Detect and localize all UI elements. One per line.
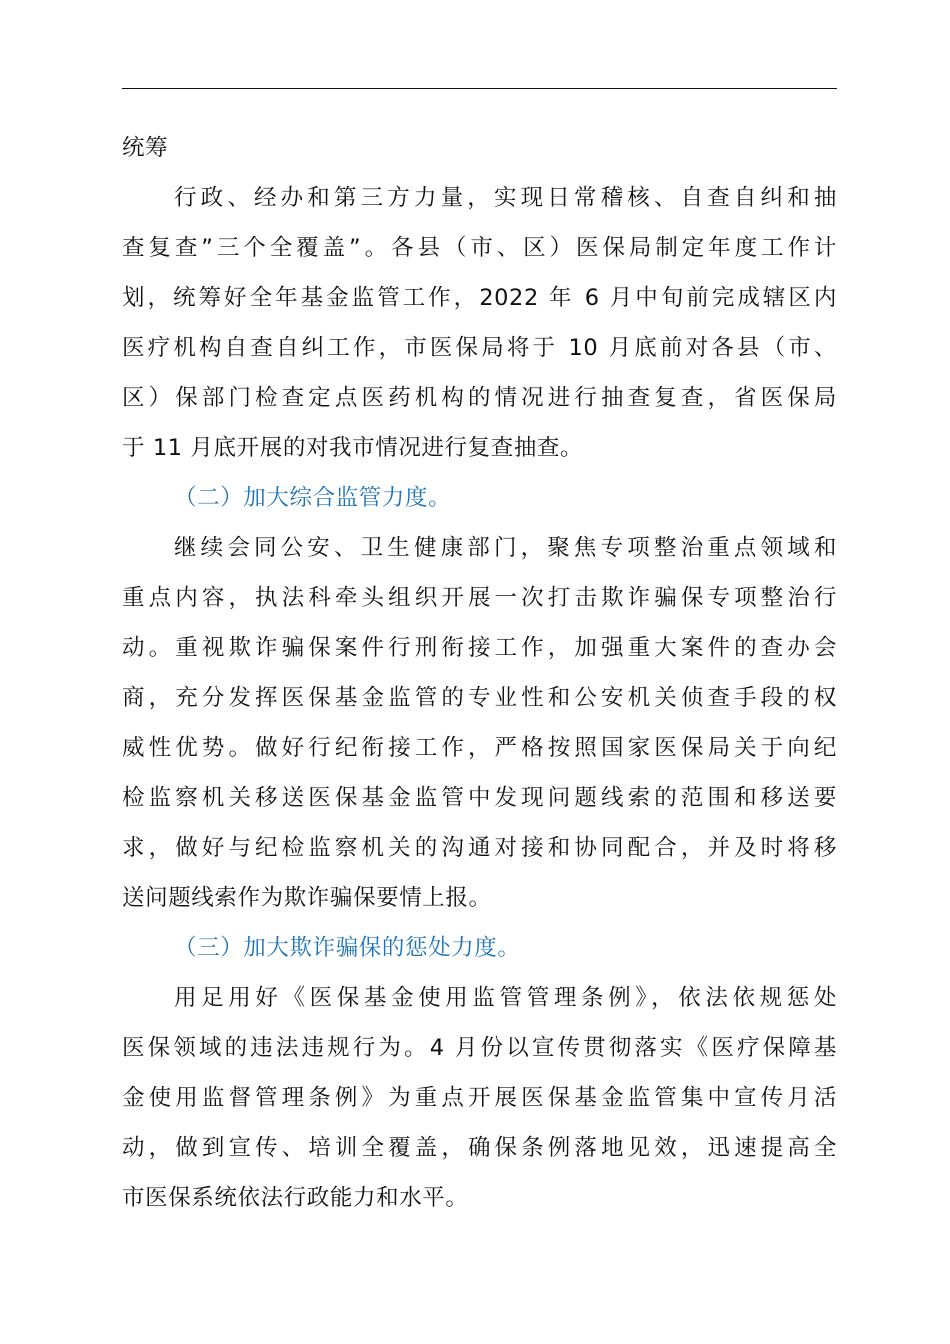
paragraph-line: 动。重视欺诈骗保案件行刑衔接工作，加强重大案件的查办会 xyxy=(122,635,837,661)
document-body xyxy=(122,123,837,1223)
paragraph-line: 动，做到宣传、培训全覆盖，确保条例落地见效，迅速提高全 xyxy=(122,1135,837,1161)
header-rule xyxy=(122,88,837,89)
paragraph-line: 金使用监督管理条例》为重点开展医保基金监管集中宣传月活 xyxy=(122,1085,837,1111)
section-heading: （三）加大欺诈骗保的惩处力度。 xyxy=(174,935,521,961)
paragraph-line: 统筹 xyxy=(122,135,169,161)
paragraph-line: 于 11 月底开展的对我市情况进行复查抽查。 xyxy=(122,435,584,461)
paragraph-line: 检监察机关移送医保基金监管中发现问题线索的范围和移送要 xyxy=(122,785,837,811)
paragraph-line: 用足用好《医保基金使用监管管理条例》，依法依规惩处 xyxy=(174,985,837,1011)
paragraph-line: 商，充分发挥医保基金监管的专业性和公安机关侦查手段的权 xyxy=(122,685,837,711)
paragraph-line: 威性优势。做好行纪衔接工作，严格按照国家医保局关于向纪 xyxy=(122,735,837,761)
paragraph-line: 重点内容，执法科牵头组织开展一次打击欺诈骗保专项整治行 xyxy=(122,585,837,611)
paragraph-line: 划，统筹好全年基金监管工作，2022 年 6 月中旬前完成辖区内 xyxy=(122,285,837,311)
section-heading: （二）加大综合监管力度。 xyxy=(174,485,452,511)
paragraph-line: 市医保系统依法行政能力和水平。 xyxy=(122,1185,469,1211)
paragraph-line: 行政、经办和第三方力量，实现日常稽核、自查自纠和抽 xyxy=(174,185,837,211)
paragraph-line: 求，做好与纪检监察机关的沟通对接和协同配合，并及时将移 xyxy=(122,835,837,861)
paragraph-line: 医保领域的违法违规行为。4 月份以宣传贯彻落实《医疗保障基 xyxy=(122,1035,837,1061)
paragraph-line: 查复查”三个全覆盖”。各县（市、区）医保局制定年度工作计 xyxy=(122,235,837,261)
paragraph-line: 医疗机构自查自纠工作，市医保局将于 10 月底前对各县（市、 xyxy=(122,335,837,361)
paragraph-line: 区）保部门检查定点医药机构的情况进行抽查复查，省医保局 xyxy=(122,385,837,411)
paragraph-line: 继续会同公安、卫生健康部门，聚焦专项整治重点领域和 xyxy=(174,535,837,561)
paragraph-line: 送问题线索作为欺诈骗保要情上报。 xyxy=(122,885,492,911)
